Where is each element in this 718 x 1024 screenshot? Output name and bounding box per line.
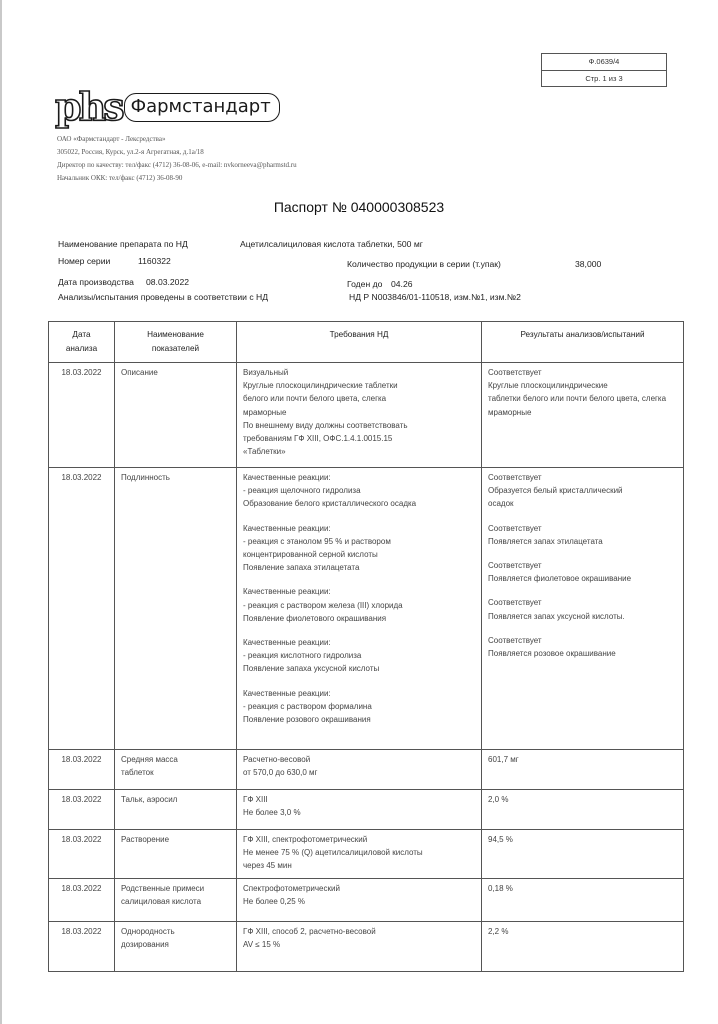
result-line: 2,2 %	[488, 927, 509, 936]
indicator-name	[115, 922, 237, 972]
table-row	[49, 790, 684, 830]
table-header-row	[49, 322, 684, 363]
logo-mark: phs	[55, 84, 122, 129]
requirement-line: Расчетно-весовой	[243, 755, 311, 764]
analysis-date: 18.03.2022	[49, 468, 115, 750]
result-cell	[482, 830, 684, 879]
header-indicator-line: Наименование	[147, 330, 204, 339]
requirement-line: белого или почти белого цвета, слегка	[243, 394, 387, 404]
requirement-line: Не более 3,0 %	[243, 808, 301, 818]
result-cell	[482, 750, 684, 790]
expiry-value: 04.26	[391, 279, 413, 289]
indicator-name-line: Описание	[121, 368, 158, 377]
page-edge	[0, 0, 2, 1024]
header-requirements: Требования НД	[237, 322, 482, 363]
result-line: 2,0 %	[488, 795, 509, 804]
requirement-cell	[237, 879, 482, 922]
requirement-line: - реакция кислотного гидролиза	[243, 651, 362, 661]
expiry-label: Годен до	[347, 279, 383, 289]
result-line: Соответствует	[488, 523, 542, 533]
result-line: мраморные	[488, 407, 532, 417]
result-line: осадок	[488, 499, 514, 509]
header-results: Результаты анализов/испытаний	[482, 322, 684, 363]
indicator-name-line: Тальк, аэросил	[121, 795, 178, 804]
requirement-line: Не менее 75 % (Q) ацетилсалициловой кислоты	[243, 848, 423, 858]
requirement-cell	[237, 830, 482, 879]
requirement-line: Качественные реакции:	[243, 688, 331, 698]
indicator-name-line: Подлинность	[121, 473, 170, 482]
requirement-line: ГФ XIII, спектрофотометрический	[243, 835, 368, 844]
indicator-name-line: Средняя масса	[121, 755, 178, 764]
header-indicator-line: показателей	[151, 344, 200, 353]
result-line: 0,18 %	[488, 884, 513, 893]
requirement-cell	[237, 750, 482, 790]
table-row	[49, 363, 684, 468]
result-cell	[482, 922, 684, 972]
analysis-date: 18.03.2022	[49, 790, 115, 830]
requirement-line: По внешнему виду должны соответствовать	[243, 420, 408, 430]
result-line: Соответствует	[488, 473, 542, 482]
result-line: Появляется розовое окрашивание	[488, 649, 616, 659]
requirement-line: Появление запаха уксусной кислоты	[243, 664, 380, 674]
indicator-name-line: Родственные примеси	[121, 884, 205, 893]
nd-label: Анализы/испытания проведены в соответствии с НД	[58, 292, 269, 302]
requirement-cell	[237, 468, 482, 750]
analysis-date: 18.03.2022	[49, 879, 115, 922]
result-line: 94,5 %	[488, 835, 513, 844]
series-label: Номер серии	[58, 256, 111, 266]
requirement-line: - реакция с раствором железа (III) хлорида	[243, 600, 403, 610]
result-line: Появляется запах уксусной кислоты.	[488, 611, 625, 621]
requirement-line: - реакция с этанолом 95 % и раствором	[243, 536, 391, 546]
header-date-line: анализа	[65, 344, 98, 353]
requirement-line: Качественные реакции:	[243, 587, 331, 597]
requirement-line: ГФ XIII, способ 2, расчетно-весовой	[243, 927, 376, 936]
requirement-line: Появление фиолетового окрашивания	[243, 613, 387, 623]
requirement-line: Качественные реакции:	[243, 523, 331, 533]
document-title: Паспорт № 040000308523	[273, 199, 445, 215]
requirement-line: - реакция щелочного гидролиза	[243, 486, 361, 496]
nd-value: НД Р N003846/01-110518, изм.№1, изм.№2	[349, 292, 521, 302]
requirement-line: требованиям ГФ XIII, ОФС.1.4.1.0015.15	[243, 434, 393, 444]
result-line: 601,7 мг	[488, 755, 519, 764]
result-cell	[482, 468, 684, 750]
table-row	[49, 879, 684, 922]
requirement-line: Появление розового окрашивания	[243, 715, 371, 725]
quantity-value: 38,000	[575, 259, 602, 269]
requirement-line: от 570,0 до 630,0 мг	[243, 768, 318, 778]
drug-value: Ацетилсалициловая кислота таблетки, 500 мг	[240, 239, 423, 249]
requirement-line: Не более 0,25 %	[243, 897, 305, 907]
company-logo	[55, 86, 280, 128]
series-value: 1160322	[138, 256, 171, 266]
form-code: Ф.0639/4	[588, 57, 620, 66]
indicator-name-line: Растворение	[121, 835, 170, 844]
requirement-line: ГФ XIII	[243, 795, 268, 804]
requirement-cell	[237, 790, 482, 830]
requirement-line: через 45 мин	[243, 861, 292, 871]
requirement-line: Качественные реакции:	[243, 638, 331, 648]
indicator-name	[115, 790, 237, 830]
requirement-line: мраморные	[243, 407, 287, 417]
production-date-label: Дата производства	[58, 277, 134, 287]
org-details	[57, 133, 297, 185]
indicator-name	[115, 363, 237, 468]
requirement-line: Качественные реакции:	[243, 473, 331, 482]
indicator-name	[115, 830, 237, 879]
result-cell	[482, 363, 684, 468]
org-line: 305022, Россия, Курск, ул.2-я Агрегатная, д.1а/18	[57, 148, 204, 156]
header-indicator	[115, 322, 237, 363]
indicator-name	[115, 879, 237, 922]
table-row	[49, 750, 684, 790]
requirement-cell	[237, 363, 482, 468]
quantity-label: Количество продукции в серии (т.упак)	[347, 259, 501, 269]
analysis-date: 18.03.2022	[49, 922, 115, 972]
result-line: Соответствует	[488, 368, 542, 377]
indicator-name-line: дозирования	[121, 940, 169, 950]
indicator-name-line: салициловая кислота	[121, 897, 202, 907]
result-line: таблетки белого или почти белого цвета, слегка	[488, 394, 667, 404]
indicator-name-line: Однородность	[121, 927, 175, 936]
requirement-line: - реакция с раствором формалина	[243, 701, 372, 711]
logo-name: Фармстандарт	[124, 93, 280, 122]
table-row	[49, 922, 684, 972]
results-table	[48, 321, 684, 972]
header-date-line: Дата	[72, 330, 91, 339]
org-line: Начальник ОКК: тел/факс (4712) 36-08-90	[57, 174, 183, 182]
requirement-cell	[237, 922, 482, 972]
indicator-name-line: таблеток	[121, 768, 154, 778]
requirement-line: AV ≤ 15 %	[243, 940, 281, 950]
requirement-line: Появление запаха этилацетата	[243, 563, 360, 573]
analysis-date: 18.03.2022	[49, 363, 115, 468]
result-line: Образуется белый кристаллический	[488, 486, 623, 496]
page-counter: Стр. 1 из 3	[542, 70, 666, 87]
result-line: Соответствует	[488, 561, 542, 571]
org-line: ОАО «Фармстандарт - Лексредства»	[57, 135, 166, 143]
result-line: Появляется фиолетовое окрашивание	[488, 574, 632, 584]
analysis-date: 18.03.2022	[49, 830, 115, 879]
requirement-line: «Таблетки»	[243, 447, 286, 457]
header-date	[49, 322, 115, 363]
result-line: Соответствует	[488, 635, 542, 645]
indicator-name	[115, 468, 237, 750]
requirement-line: Круглые плоскоцилиндрические таблетки	[243, 381, 398, 391]
analysis-date: 18.03.2022	[49, 750, 115, 790]
production-date-value: 08.03.2022	[146, 277, 190, 287]
org-line: Директор по качеству: тел/факс (4712) 36-08-06, e-mail: nvkorneeva@pharmstd.ru	[57, 161, 297, 169]
drug-label: Наименование препарата по НД	[58, 239, 188, 249]
table-row	[49, 830, 684, 879]
result-line: Круглые плоскоцилиндрические	[488, 381, 608, 391]
requirement-line: Образование белого кристаллического осадка	[243, 499, 417, 509]
indicator-name	[115, 750, 237, 790]
result-cell	[482, 790, 684, 830]
table-row	[49, 468, 684, 750]
result-line: Соответствует	[488, 598, 542, 608]
result-cell	[482, 879, 684, 922]
form-code-box	[541, 53, 667, 87]
result-line: Появляется запах этилацетата	[488, 536, 603, 546]
requirement-line: Визуальный	[243, 368, 289, 377]
requirement-line: Спектрофотометрический	[243, 884, 340, 893]
requirement-line: концентрированной серной кислоты	[243, 550, 378, 560]
